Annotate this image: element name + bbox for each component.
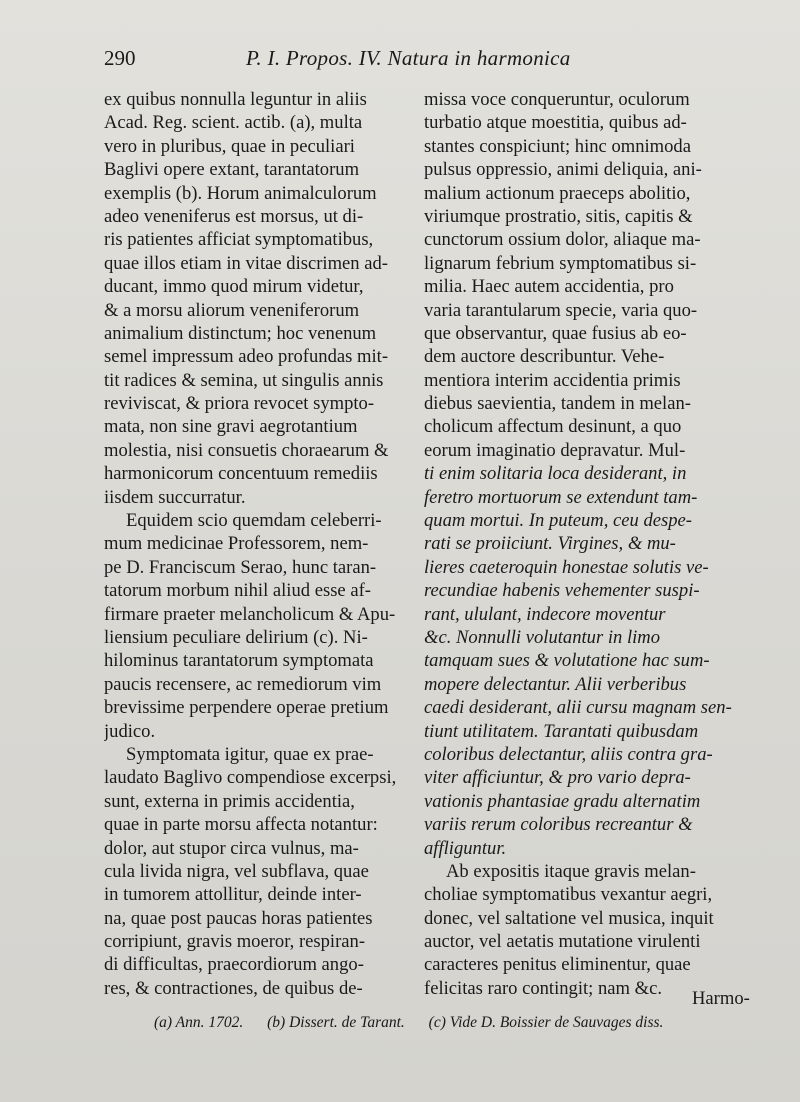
text-line: lignarum febrium symptomatibus si- xyxy=(424,252,697,274)
text-line: cholicum affectum desinunt, a quo xyxy=(424,416,682,438)
text-line: ex quibus nonnulla leguntur in aliis xyxy=(104,89,367,110)
text-line: mata, non sine gravi aegrotantium xyxy=(104,416,358,438)
italic-text-line: ti enim solitaria loca desiderant, in xyxy=(424,463,687,485)
text-line: molestia, nisi consuetis choraearum & xyxy=(104,439,389,461)
text-line: mum medicinae Professorem, nem- xyxy=(104,533,369,555)
text-line: choliae symptomatibus vexantur aegri, xyxy=(424,884,713,906)
text-line: cula livida nigra, vel subflava, quae xyxy=(104,860,369,882)
left-column xyxy=(104,88,414,1000)
text-line: semel impressum adeo profundas mit- xyxy=(104,346,389,368)
text-line: adeo veneniferus est morsus, ut di- xyxy=(104,205,364,227)
text-line: caracteres penitus eliminentur, quae xyxy=(424,954,691,976)
text-line: donec, vel saltatione vel musica, inquit xyxy=(424,907,714,929)
footnote-b: (b) Dissert. de Tarant. xyxy=(267,1014,405,1031)
italic-text-line: feretro mortuorum se extendunt tam- xyxy=(424,486,698,508)
text-line: hilominus tarantatorum symptomata xyxy=(104,650,374,672)
text-line: quae illos etiam in vitae discrimen ad- xyxy=(104,252,388,274)
text-line: que observantur, quae fusius ab eo- xyxy=(424,322,687,344)
italic-text-line: tiunt utilitatem. Tarantati quibusdam xyxy=(424,720,699,742)
text-line: diebus saevientia, tandem in melan- xyxy=(424,393,691,415)
italic-text-line: variis rerum coloribus recreantur & xyxy=(424,814,693,836)
paragraph-start-line: Equidem scio quemdam celeberri- xyxy=(126,510,382,532)
footnotes xyxy=(154,1014,754,1032)
text-line: pe D. Franciscum Serao, hunc taran- xyxy=(104,556,377,578)
italic-text-line: quam mortui. In puteum, ceu despe- xyxy=(424,510,693,532)
text-line: liensium peculiare delirium (c). Ni- xyxy=(104,626,368,648)
text-line: sunt, externa in primis accidentia, xyxy=(104,790,355,812)
text-line: res, & contractiones, de quibus de- xyxy=(104,977,363,999)
text-line: ducant, immo quod mirum videtur, xyxy=(104,276,364,298)
italic-text-line: rati se proiiciunt. Virgines, & mu- xyxy=(424,533,676,555)
page-header xyxy=(104,46,724,76)
italic-text-line: viter afficiuntur, & pro vario depra- xyxy=(424,767,691,789)
text-line: auctor, vel aetatis mutatione virulenti xyxy=(424,931,701,953)
right-column xyxy=(424,88,742,1000)
text-line: varia tarantularum specie, varia quo- xyxy=(424,299,698,321)
catchword: Harmo- xyxy=(692,988,750,1009)
text-line: felicitas raro contingit; nam &c. xyxy=(424,977,663,999)
text-line: animalium distinctum; hoc venenum xyxy=(104,322,377,344)
text-line: quae in parte morsu affecta notantur: xyxy=(104,814,378,836)
text-line: malium actionum praeceps abolitio, xyxy=(424,182,691,204)
text-line: dolor, aut stupor circa vulnus, ma- xyxy=(104,837,359,859)
text-line: mentiora interim accidentia primis xyxy=(424,369,681,391)
italic-text-line: rant, ululant, indecore moventur xyxy=(424,603,666,625)
italic-text-line: tamquam sues & volutatione hac sum- xyxy=(424,650,710,672)
italic-text-line: vationis phantasiae gradu alternatim xyxy=(424,790,701,812)
text-line: paucis recensere, ac remediorum vim xyxy=(104,673,382,695)
text-line: firmare praeter melancholicum & Apu- xyxy=(104,603,396,625)
text-line: na, quae post paucas horas patientes xyxy=(104,907,373,929)
text-line: eorum imaginatio depravatur. Mul- xyxy=(424,439,686,461)
text-line: di difficultas, praecordiorum ango- xyxy=(104,954,364,976)
paragraph-start-line: Ab expositis itaque gravis melan- xyxy=(446,860,696,882)
text-line: exemplis (b). Horum animalculorum xyxy=(104,182,377,204)
text-line: harmonicorum concentuum remediis xyxy=(104,463,378,485)
text-line: pulsus oppressio, animi deliquia, ani- xyxy=(424,159,702,181)
italic-text-line: affliguntur. xyxy=(424,837,507,859)
italic-text-line: mopere delectantur. Alii verberibus xyxy=(424,673,687,695)
text-line: turbatio atque moestitia, quibus ad- xyxy=(424,112,687,134)
text-line: corripiunt, gravis moeror, respiran- xyxy=(104,931,366,953)
paragraph-start-line: Symptomata igitur, quae ex prae- xyxy=(126,743,374,765)
text-line: in tumorem attollitur, deinde inter- xyxy=(104,884,362,906)
page-number: 290 xyxy=(104,46,136,70)
italic-text-line: &c. Nonnulli volutantur in limo xyxy=(424,626,661,648)
text-line: tatorum morbum nihil aliud esse af- xyxy=(104,580,371,602)
italic-text-line: coloribus delectantur, aliis contra gra- xyxy=(424,743,713,765)
text-line: Baglivi opere extant, tarantatorum xyxy=(104,159,360,181)
text-line: dem auctore describuntur. Vehe- xyxy=(424,346,665,368)
footnote-c: (c) Vide D. Boissier de Sauvages diss. xyxy=(428,1014,664,1031)
running-head: P. I. Propos. IV. Natura in harmonica xyxy=(246,46,571,70)
text-line: stantes conspiciunt; hinc omnimoda xyxy=(424,135,691,157)
text-line: & a morsu aliorum veneniferorum xyxy=(104,299,360,321)
text-line: Acad. Reg. scient. actib. (a), multa xyxy=(104,112,363,134)
text-line: vero in pluribus, quae in peculiari xyxy=(104,135,355,157)
text-line: cunctorum ossium dolor, aliaque ma- xyxy=(424,229,701,251)
text-line: judico. xyxy=(104,720,156,742)
text-line: reviviscat, & priora revocet sympto- xyxy=(104,393,375,415)
text-line: laudato Baglivo compendiose excerpsi, xyxy=(104,767,397,789)
footnote-a: (a) Ann. 1702. xyxy=(154,1014,244,1031)
italic-text-line: recundiae habenis vehementer suspi- xyxy=(424,580,700,602)
text-line: ris patientes afficiat symptomatibus, xyxy=(104,229,374,251)
text-line: viriumque prostratio, sitis, capitis & xyxy=(424,205,693,227)
italic-text-line: lieres caeteroquin honestae solutis ve- xyxy=(424,556,709,578)
text-line: tit radices & semina, ut singulis annis xyxy=(104,369,384,391)
text-line: brevissime perpendere operae pretium xyxy=(104,697,389,719)
text-line: milia. Haec autem accidentia, pro xyxy=(424,276,674,298)
italic-text-line: caedi desiderant, alii cursu magnam sen- xyxy=(424,697,732,719)
text-line: iisdem succurratur. xyxy=(104,486,246,508)
text-line: missa voce conqueruntur, oculorum xyxy=(424,89,690,110)
